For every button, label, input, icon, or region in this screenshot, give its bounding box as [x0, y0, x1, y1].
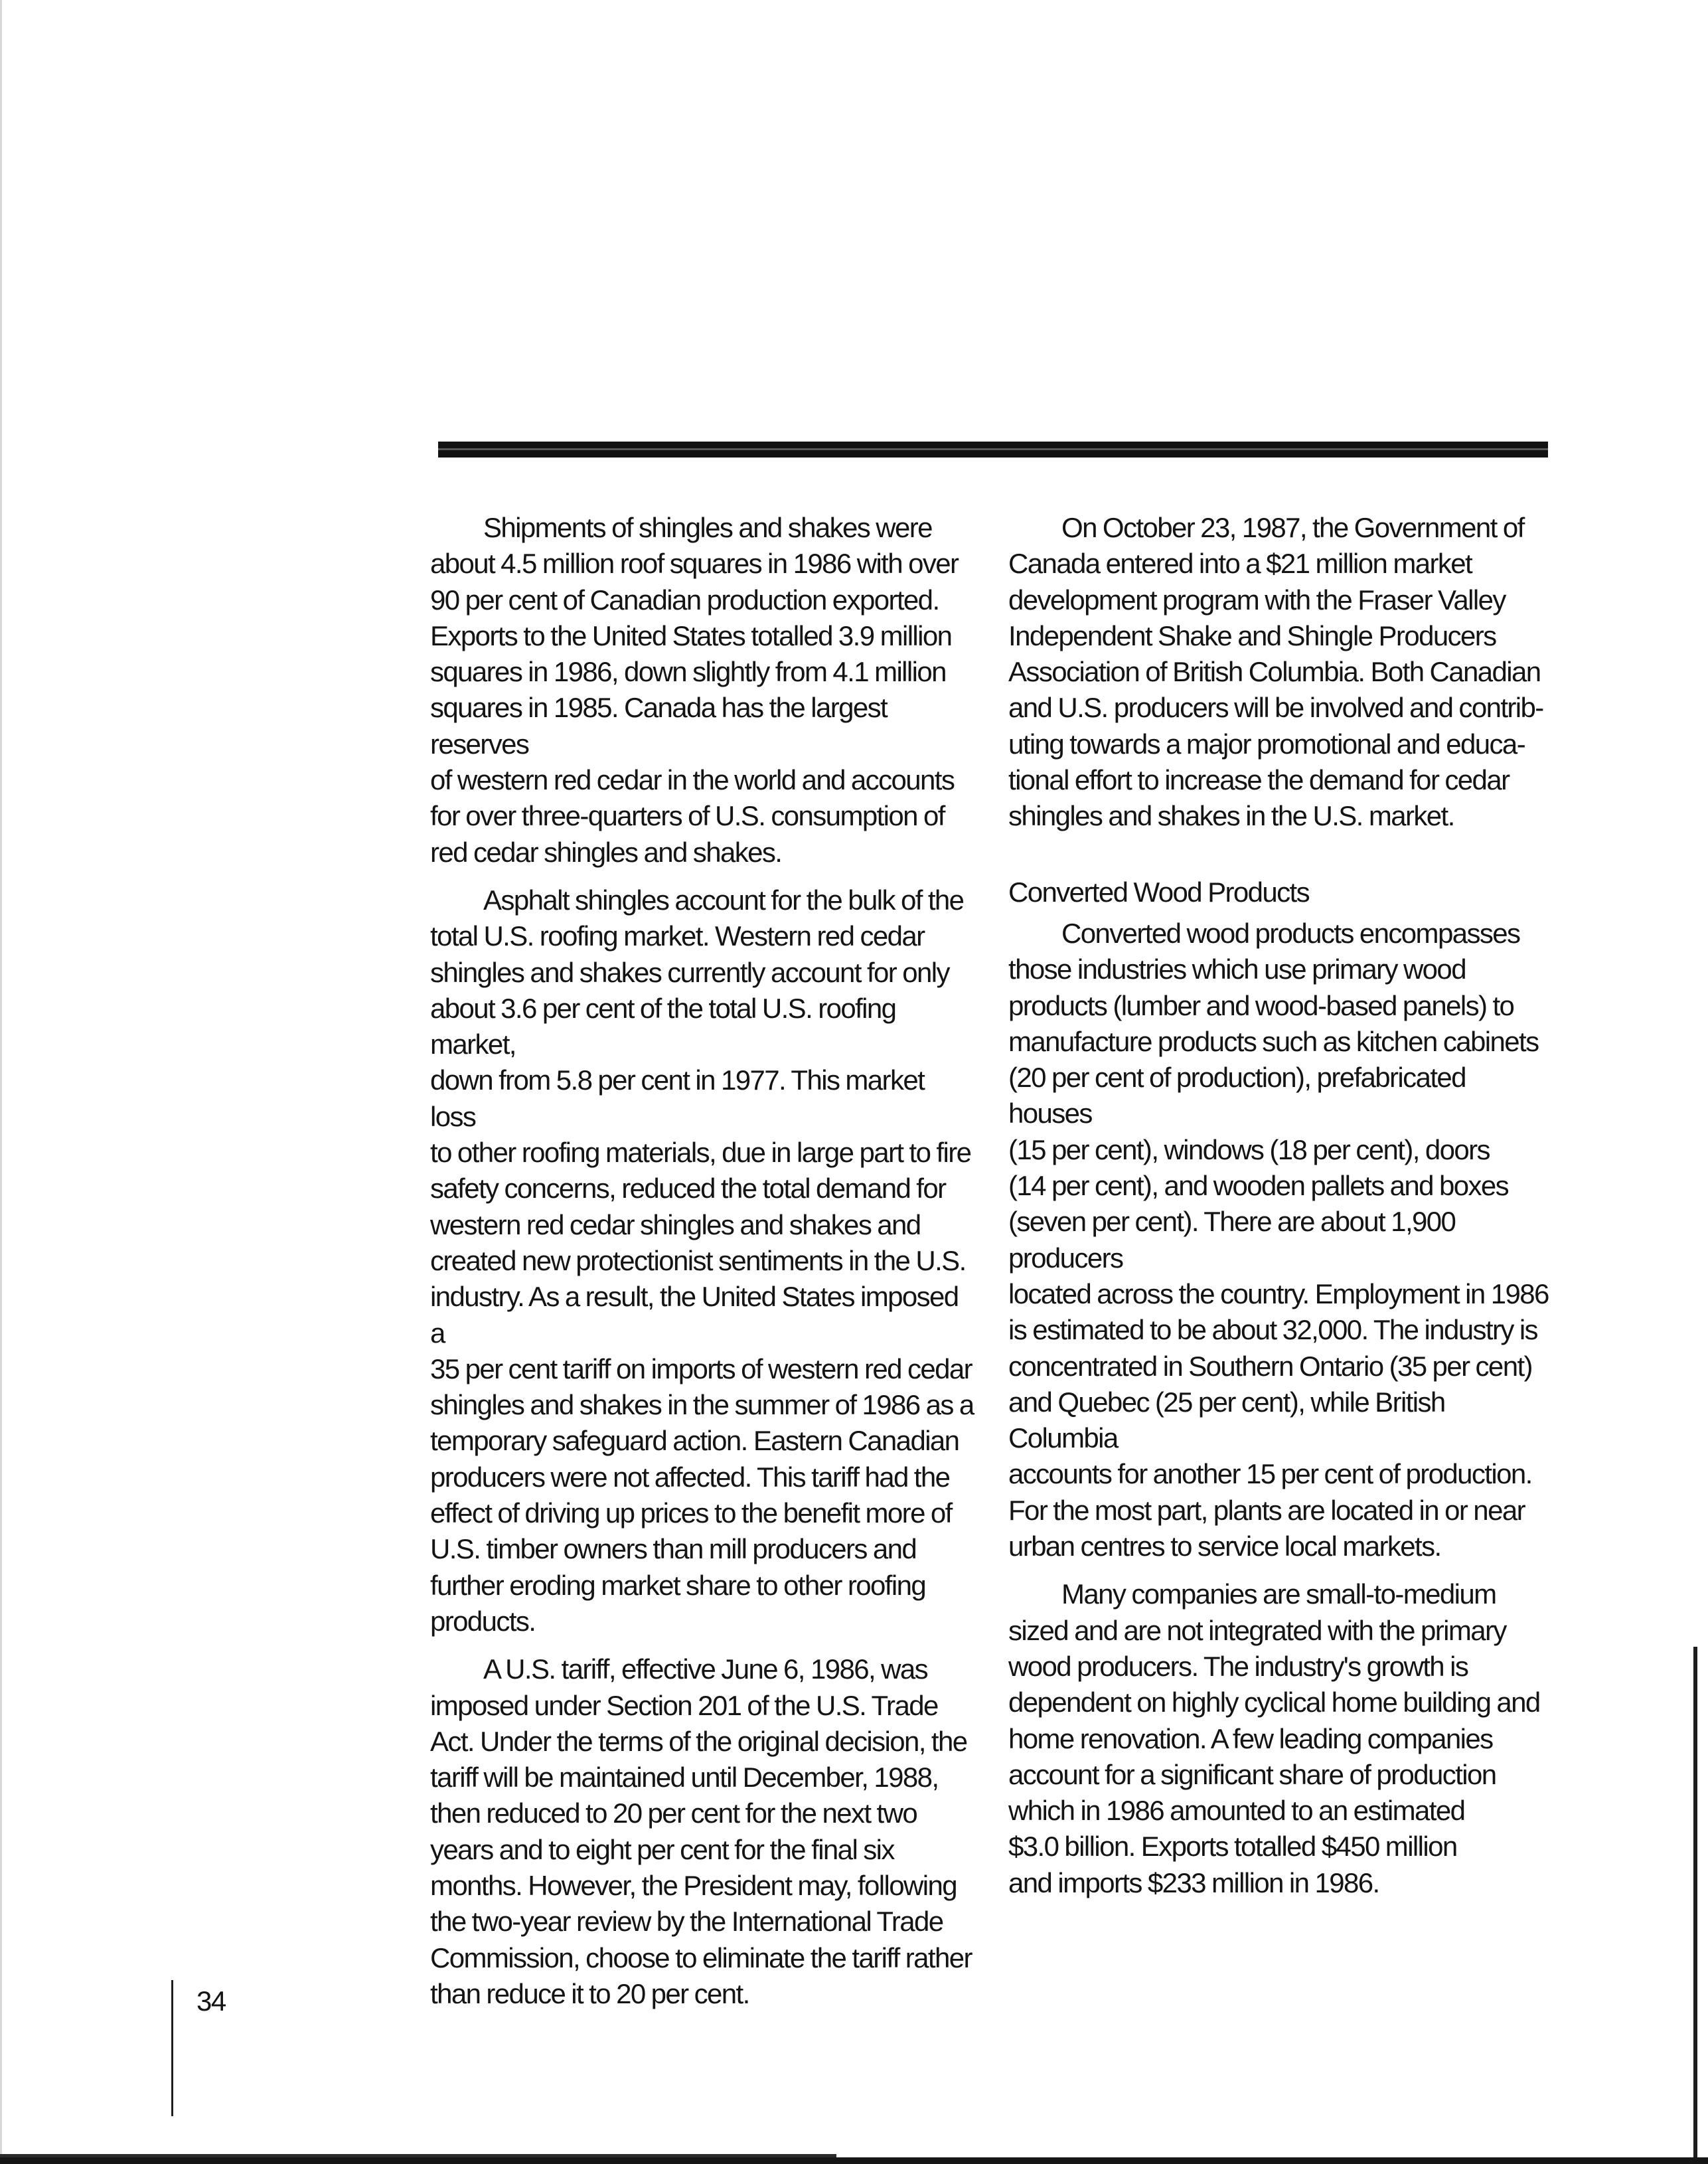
paragraph-asphalt-shingles: Asphalt shingles account for the bulk of the total U.S. roofing market. Western red cedar shingles and shakes currently account for only about 3.6 per cent of the total U.S. roofing market, down from 5.8 per cent in 1977. This market loss to other roofing materials, due in large part to fire safety concerns, reduced the total demand for western red cedar shingles and shakes and created new protectionist sentiments in the U.S. industry. As a result, the United States imposed a 35 per cent tariff on imports of western red cedar shingles and shakes in the summer of 1986 as a temporary safeguard action. Eastern Canadian producers were not affected. This tariff had the effect of driving up prices to the benefit more of U.S. timber owners than mill producers and further eroding market share to other roofing products.	[430, 884, 974, 1637]
scan-left-edge	[0, 0, 2, 2164]
paragraph-small-companies: Many companies are small-to-medium sized and are not integrated with the primary wood producers. The industry's growth is dependent on highly cyclical home building and home renovation. A few leading companies account for a significant share of production which in 1986 amounted to an estimated $3.0 billion. Exports totalled $450 million and imports $233 million in 1986.	[1008, 1578, 1540, 1898]
scan-right-edge	[1693, 1647, 1697, 2164]
section-heading-converted-wood: Converted Wood Products	[1008, 876, 1310, 908]
right-column	[1008, 510, 1553, 1913]
header-rule	[438, 442, 1548, 458]
paragraph-converted-wood: Converted wood products encompasses those industries which use primary wood products (lumber and wood-based panels) to manufacture products such as kitchen cabinets (20 per cent of production), prefabricated houses (15 per cent), windows (18 per cent), doors (14 per cent), and wooden pallets and boxes (seven per cent). There are about 1,900 producers located across the country. Employment in 1986 is estimated to be about 32,000. The industry is concentrated in Southern Ontario (35 per cent) and Quebec (25 per cent), while British Columbia accounts for another 15 per cent of production. For the most part, plants are located in or near urban centres to service local markets.	[1008, 917, 1549, 1562]
scan-bottom-edge	[0, 2157, 1708, 2164]
header-rule-inner	[438, 448, 1548, 450]
left-column	[430, 510, 974, 2024]
paragraph-us-tariff: A U.S. tariff, effective June 6, 1986, was imposed under Section 201 of the U.S. Trade Act. Under the terms of the original decision, the tariff will be maintained until December, 1988, then reduced to 20 per cent for the next two years and to eight per cent for the final six months. However, the President may, following the two-year review by the International Trade Commission, choose to eliminate the tariff rather than reduce it to 20 per cent.	[430, 1653, 972, 2009]
paragraph-shingles-shipments: Shipments of shingles and shakes were about 4.5 million roof squares in 1986 with over 90 per cent of Canadian production exported. Exports to the United States totalled 3.9 million squares in 1986, down slightly from 4.1 million squares in 1985. Canada has the largest reserves of western red cedar in the world and accounts for over three-quarters of U.S. consumption of red cedar shingles and shakes.	[430, 512, 959, 868]
page-number: 34	[196, 1985, 226, 2017]
paragraph-market-development: On October 23, 1987, the Government of Canada entered into a $21 million market development program with the Fraser Valley Independent Shake and Shingle Producers Association of British Columbia. Both Canadian and U.S. producers will be involved and contrib- uting towards a major promotional and educa- tional effort to increase the demand for cedar shingles and shakes in the U.S. market.	[1008, 512, 1543, 832]
page-margin-line	[171, 1980, 173, 2116]
